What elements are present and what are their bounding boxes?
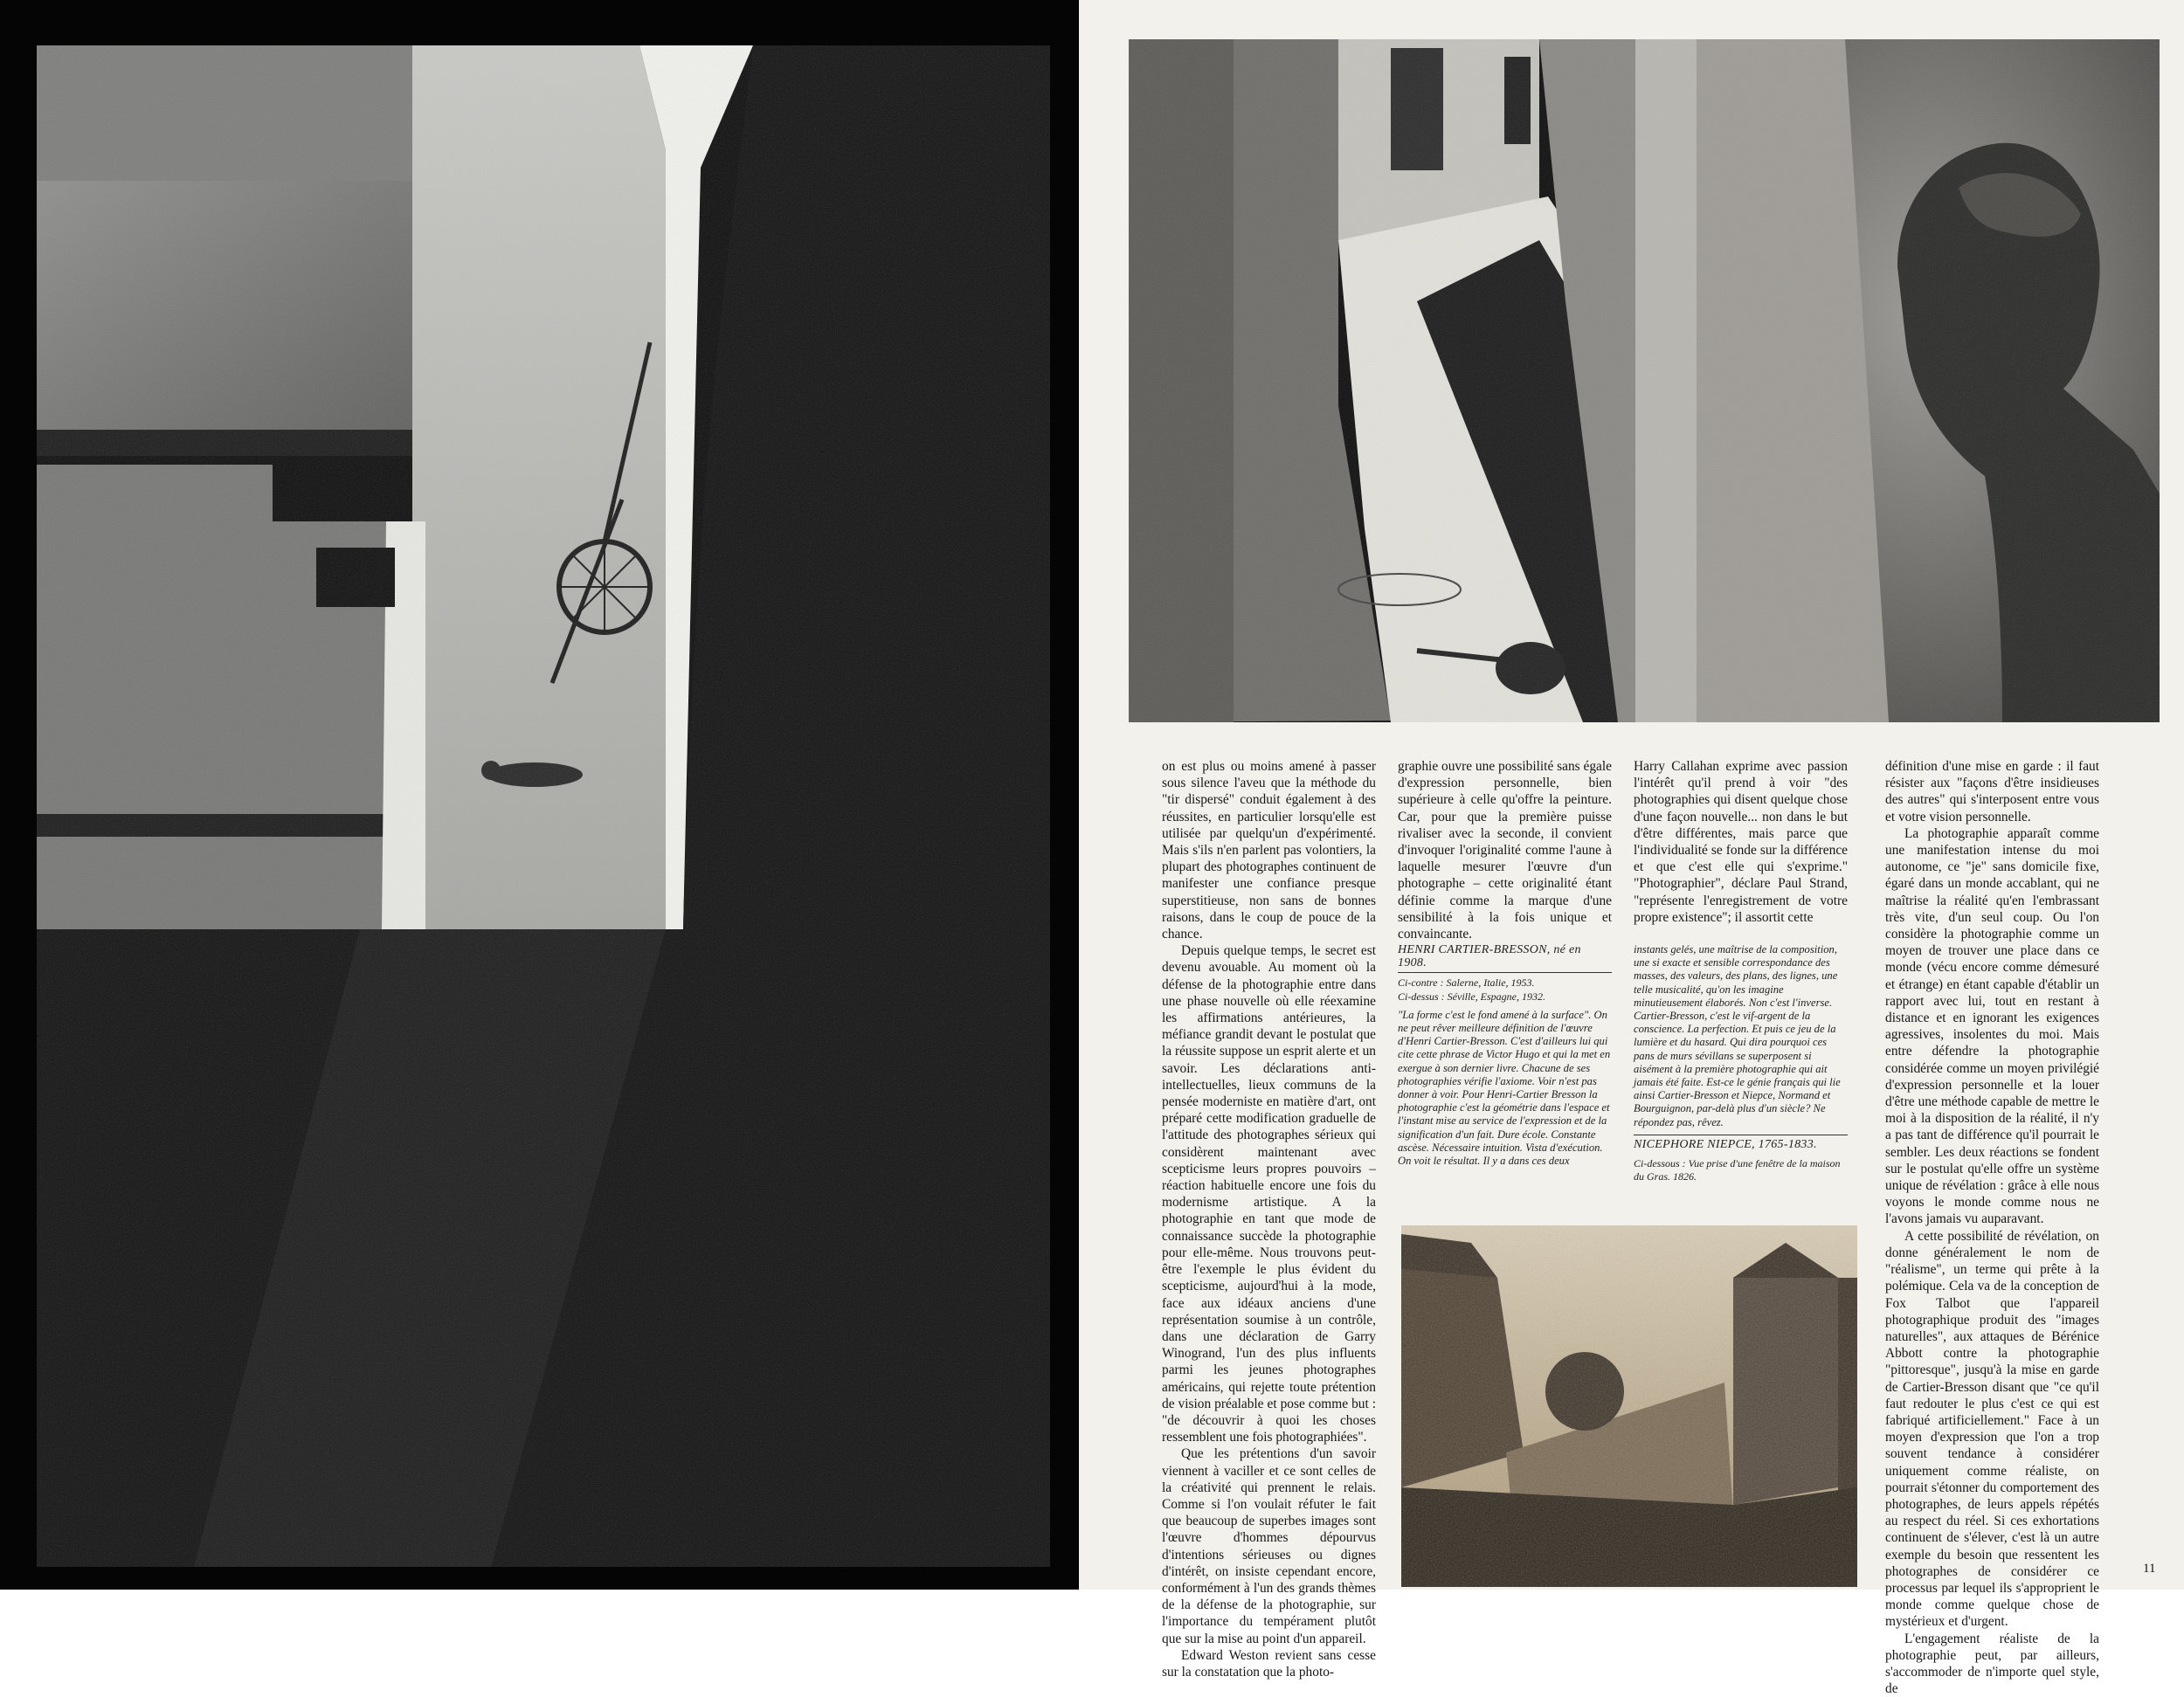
text-column-3 [1634, 758, 1848, 933]
caption-cartier-bresson-body-2: instants gelés, une maîtrise de la composition, une si exacte et sensible correspondance des masses, des valeurs, des plans, des lignes, une telle musicalité, qu'on les imagine minutieusement élaborés. Non c'est l'inverse. Cartier-Bresson, c'est le vif-argent de la conscience. La perfection. Et puis ce jeu de la lumière et du hasard. Qui dira pourquoi ces pans de murs sévillans se superposent si aisément à la première photographie qui ait jamais été faite. Est-ce le génie français qui lie ainsi Cartier-Bresson et Niepce, Normand et Bourguignon, par-delà plus d'un siècle? Ne répondez pas, rêvez. [1634, 943, 1841, 1128]
col1-paragraph-1: on est plus ou moins amené à passer sous silence l'aveu que la méthode du "tir dispersé" conduit également à des réussites, en particulier lorsqu'elle est utilisée par quelqu'un d'expérimenté. Mais s'ils n'en parlent pas volontiers, la plupart des photographes continuent de manifester une confiance presque superstitieuse, non sans de bonnes raisons, dans le coup de pouce de la chance. [1162, 759, 1376, 942]
caption-cartier-bresson [1398, 943, 1612, 1173]
right-page [1079, 0, 2184, 1697]
caption-niepce-sub: Ci-dessous : Vue prise d'une fenêtre de la maison du Gras. 1826. [1634, 1157, 1841, 1183]
caption-cartier-bresson-sub2: Ci-dessus : Séville, Espagne, 1932. [1398, 990, 1545, 1003]
col1-paragraph-2: Depuis quelque temps, le secret est devenu avouable. Au moment où la défense de la photographie entre dans une phase nouvelle où elle réexamine les affirmations antérieures, la méfiance grandit devant le postulat que la réussite suppose un esprit alerte et un savoir. Les déclarations anti-intellectuelles, lieux communs de la pensée moderniste en matière d'art, ont préparé cette modification graduelle de l'attitude des photographes sérieux qui considèrent maintenant avec scepticisme leurs propres pouvoirs – réaction habituelle encore une fois du modernisme artistique. A la photographie en tant que mode de connaissance succède la photographie pour elle-même. Nous trouvons peut-être l'exemple le plus évident du scepticisme, aujourd'hui à la mode, face aux idéaux anciens d'une représentation soumise à un contrôle, dans une déclaration de Garry Winogrand, l'un des plus influents parmi les jeunes photographes américains, qui rejette toute prétention de vision préalable et pose comme but : "de découvrir à quoi les choses ressemblent une fois photographiées". [1162, 943, 1376, 1445]
left-page [0, 0, 1079, 1590]
text-column-4 [1885, 758, 2099, 1697]
col4-paragraph-2: La photographie apparaît comme une manifestation intense du moi autonome, ce "je" sans domicile fixe, égaré dans un monde accablant, qui ne maîtrise la réalité qu'en l'embrassant très vite, d'un seul coup. Ou l'on considère la photographie comme un moyen de trouver une place dans ce monde (vécu encore comme démesuré et étrange) en étant capable d'établir un rapport avec lui, tout en restant à distance et en ignorant les exigences agressives, insolentes du moi. Mais entre défendre la photographie considérée comme un moyen privilégié d'expression personnelle et la louer d'être une méthode capable de mettre le moi à la disposition de la réalité, il n'y a pas tant de différence qu'il pourrait le sembler. Les deux réactions se fondent sur le postulat qu'elle offre un système unique de révélation : grâce à elle nous voyons le monde comme nous ne l'avons jamais vu auparavant. [1885, 825, 2099, 1227]
page-number: 11 [2143, 1562, 2156, 1576]
text-column-2 [1398, 758, 1612, 942]
caption-niepce-heading: NICEPHORE NIEPCE, 1765-1833. [1634, 1135, 1848, 1154]
col2-paragraph-1: graphie ouvre une possibilité sans égale d'expression personnelle, bien supérieure à celle qu'offre la peinture. Car, pour que la première puisse rivaliser avec la seconde, il convient d'invoquer l'originalité comme l'aune à laquelle mesurer l'œuvre d'un photographe – cette originalité étant définie comme la marque d'une sensibilité à la fois unique et convaincante. [1398, 759, 1612, 942]
caption-cartier-bresson-continued [1634, 943, 1848, 1189]
col4-paragraph-1: définition d'une mise en garde : il faut résister aux "façons d'être insidieuses des autres" qui s'interposent entre vous et votre vision personnelle. [1885, 759, 2099, 824]
salerno-photo-graphic [37, 45, 1050, 1567]
niepce-photo-graphic [1401, 1225, 1857, 1587]
col1-paragraph-3: Que les prétentions d'un savoir viennent à vaciller et ce sont celles de la créativité qui prennent le relais. Comme si l'on voulait réfuter le fait que beaucoup de superbes images sont l'œuvre d'hommes dépourvus d'intentions sérieuses ou dignes d'intérêt, on insiste cependant encore, conformément à l'un des grands thèmes de la défense de la photographie, sur l'importance du tempérament plutôt que sur la mise au point d'un appareil. [1162, 1446, 1376, 1646]
caption-cartier-bresson-sub1: Ci-contre : Salerne, Italie, 1953. [1398, 976, 1535, 990]
col1-paragraph-4: Edward Weston revient sans cesse sur la constatation que la photo- [1162, 1647, 1376, 1680]
caption-cartier-bresson-body-1: "La forme c'est le fond amené à la surface". On ne peut rêver meilleure définition de l'œuvre d'Henri Cartier-Bresson. C'est d'ailleurs lui qui cite cette phrase de Victor Hugo et qui la met en exergue à son dernier livre. Chacune de ses photographies vérifie l'axiome. Voir n'est pas donner à voir. Pour Henri-Cartier Bresson la photographie c'est la géométrie dans l'espace et l'instant mise au service de l'expression et de la signification d'un fait. Dure école. Constante ascèse. Nécessaire intuition. Vista d'exécution. On voit le résultat. Il y a dans ces deux [1398, 1008, 1611, 1168]
col4-paragraph-3: A cette possibilité de révélation, on donne généralement le nom de "réalisme", un terme qui prête à la polémique. Cela va de la conception de Fox Talbot que l'appareil photographique produit des "images naturelles", aux attaques de Bérénice Abbott contre la photographie "pittoresque", jusqu'à la mise en garde de Cartier-Bresson disant que "ce qu'il faut redouter le plus c'est ce qui est fabriqué artificiellement." Face à un moyen d'expression que l'on a trop souvent tendance à considérer uniquement comme réaliste, on pourrait s'étonner du comportement des photographes, de leurs appels répétés au respect du réel. Si ces exhortations continuent de s'élever, c'est là un autre exemple du besoin que ressentent les photographes de considérer ce processus par lequel ils s'approprient le monde comme quelque chose de mystérieux et d'urgent. [1885, 1228, 2099, 1630]
niepce-photo [1401, 1225, 1857, 1587]
salerno-photo [37, 45, 1050, 1567]
col3-paragraph-1: Harry Callahan exprime avec passion l'intérêt qu'il prend à voir "des photographies qui disent quelque chose d'une façon nouvelle... non dans le but d'être différentes, mais parce que l'individualité se fonde sur la différence et que c'est elle qui s'exprime." "Photographier", déclare Paul Strand, "représente l'enregistrement de votre propre existence"; il assortit cette [1634, 759, 1848, 925]
col4-paragraph-4: L'engagement réaliste de la photographie peut, par ailleurs, s'accommoder de n'importe quel style, de [1885, 1631, 2099, 1697]
text-column-1 [1162, 758, 1376, 1680]
seville-photo-graphic [1129, 39, 2160, 722]
seville-photo [1129, 39, 2160, 722]
caption-cartier-bresson-heading: HENRI CARTIER-BRESSON, né en 1908. [1398, 943, 1612, 973]
